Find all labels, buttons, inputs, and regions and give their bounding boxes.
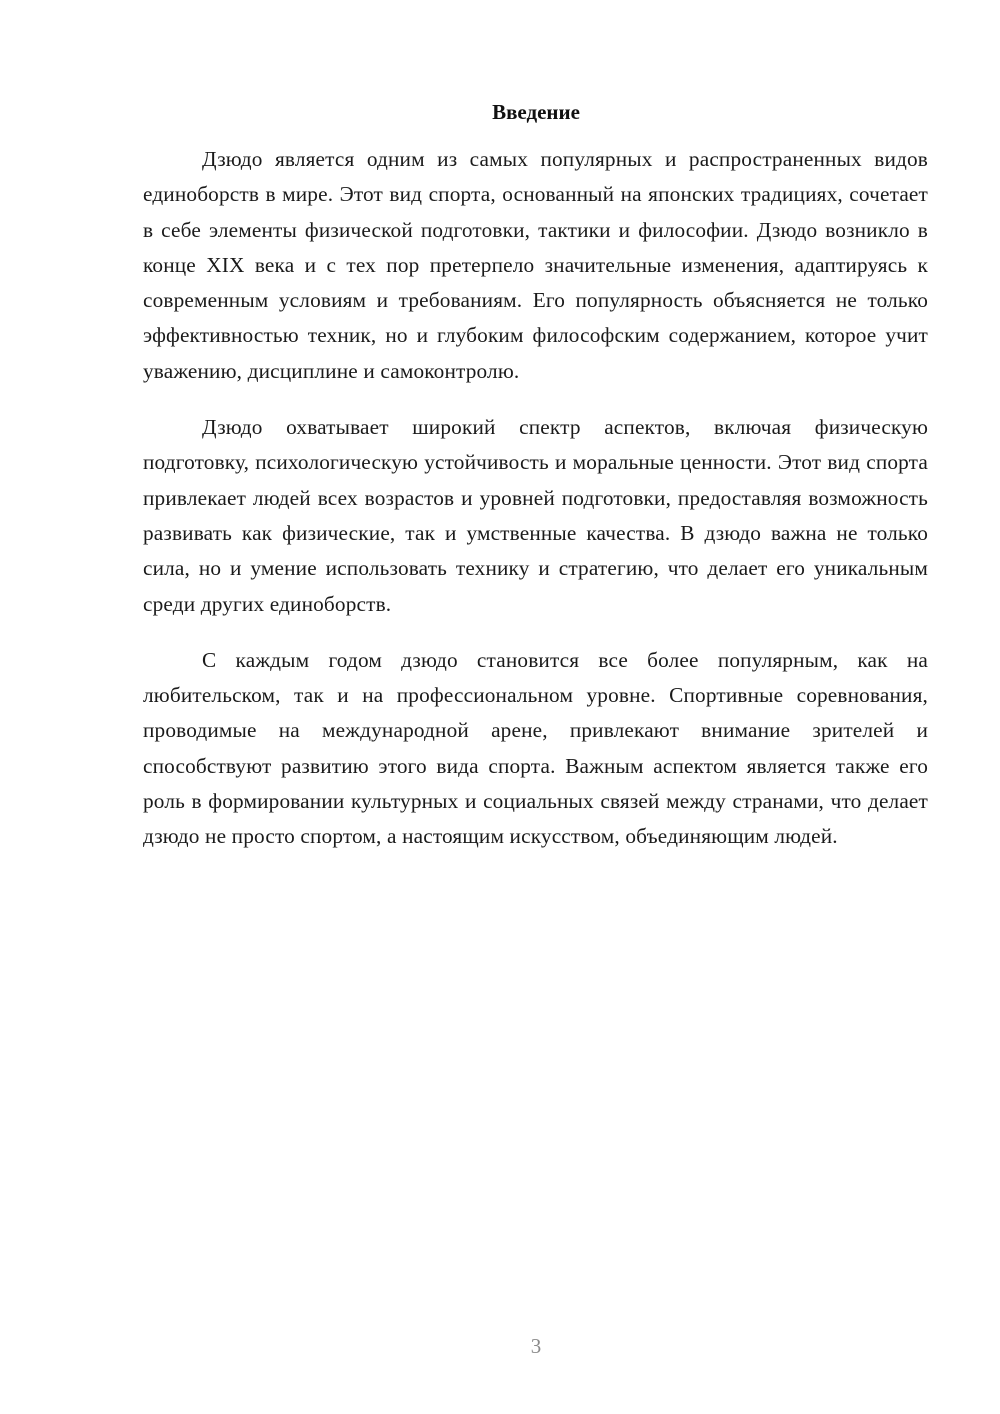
page-title: Введение xyxy=(492,100,580,124)
document-body xyxy=(143,142,928,855)
page-number: 3 xyxy=(530,1334,542,1358)
paragraph-3: С каждым годом дзюдо становится все более популярным, как на любительском, так и на профессиональном уровне. Спортивные соревнования, проводимые на международной арене, привлекают внимание зрителей и способствуют развитию этого вида спорта. Важным аспектом является также его роль в формировании культурных и социальных связей между странами, что делает дзюдо не просто спортом, а настоящим искусством, объединяющим людей. xyxy=(143,647,928,849)
paragraph-1: Дзюдо является одним из самых популярных и распространенных видов единоборств в мире. Этот вид спорта, основанный на японских традициях, сочетает в себе элементы физической подготовки, тактики и философии. Дзюдо возникло в конце XIX века и с тех пор претерпело значительные изменения, адаптируясь к современным условиям и требованиям. Его популярность объясняется не только эффективностью техник, но и глубоким философским содержанием, которое учит уважению, дисциплине и самоконтролю. xyxy=(143,147,928,383)
paragraph-2: Дзюдо охватывает широкий спектр аспектов, включая физическую подготовку, психологическую устойчивость и моральные ценности. Этот вид спорта привлекает людей всех возрастов и уровней подготовки, предоставляя возможность развивать как физические, так и умственные качества. В дзюдо важна не только сила, но и умение использовать технику и стратегию, что делает его уникальным среди других единоборств. xyxy=(143,415,928,616)
